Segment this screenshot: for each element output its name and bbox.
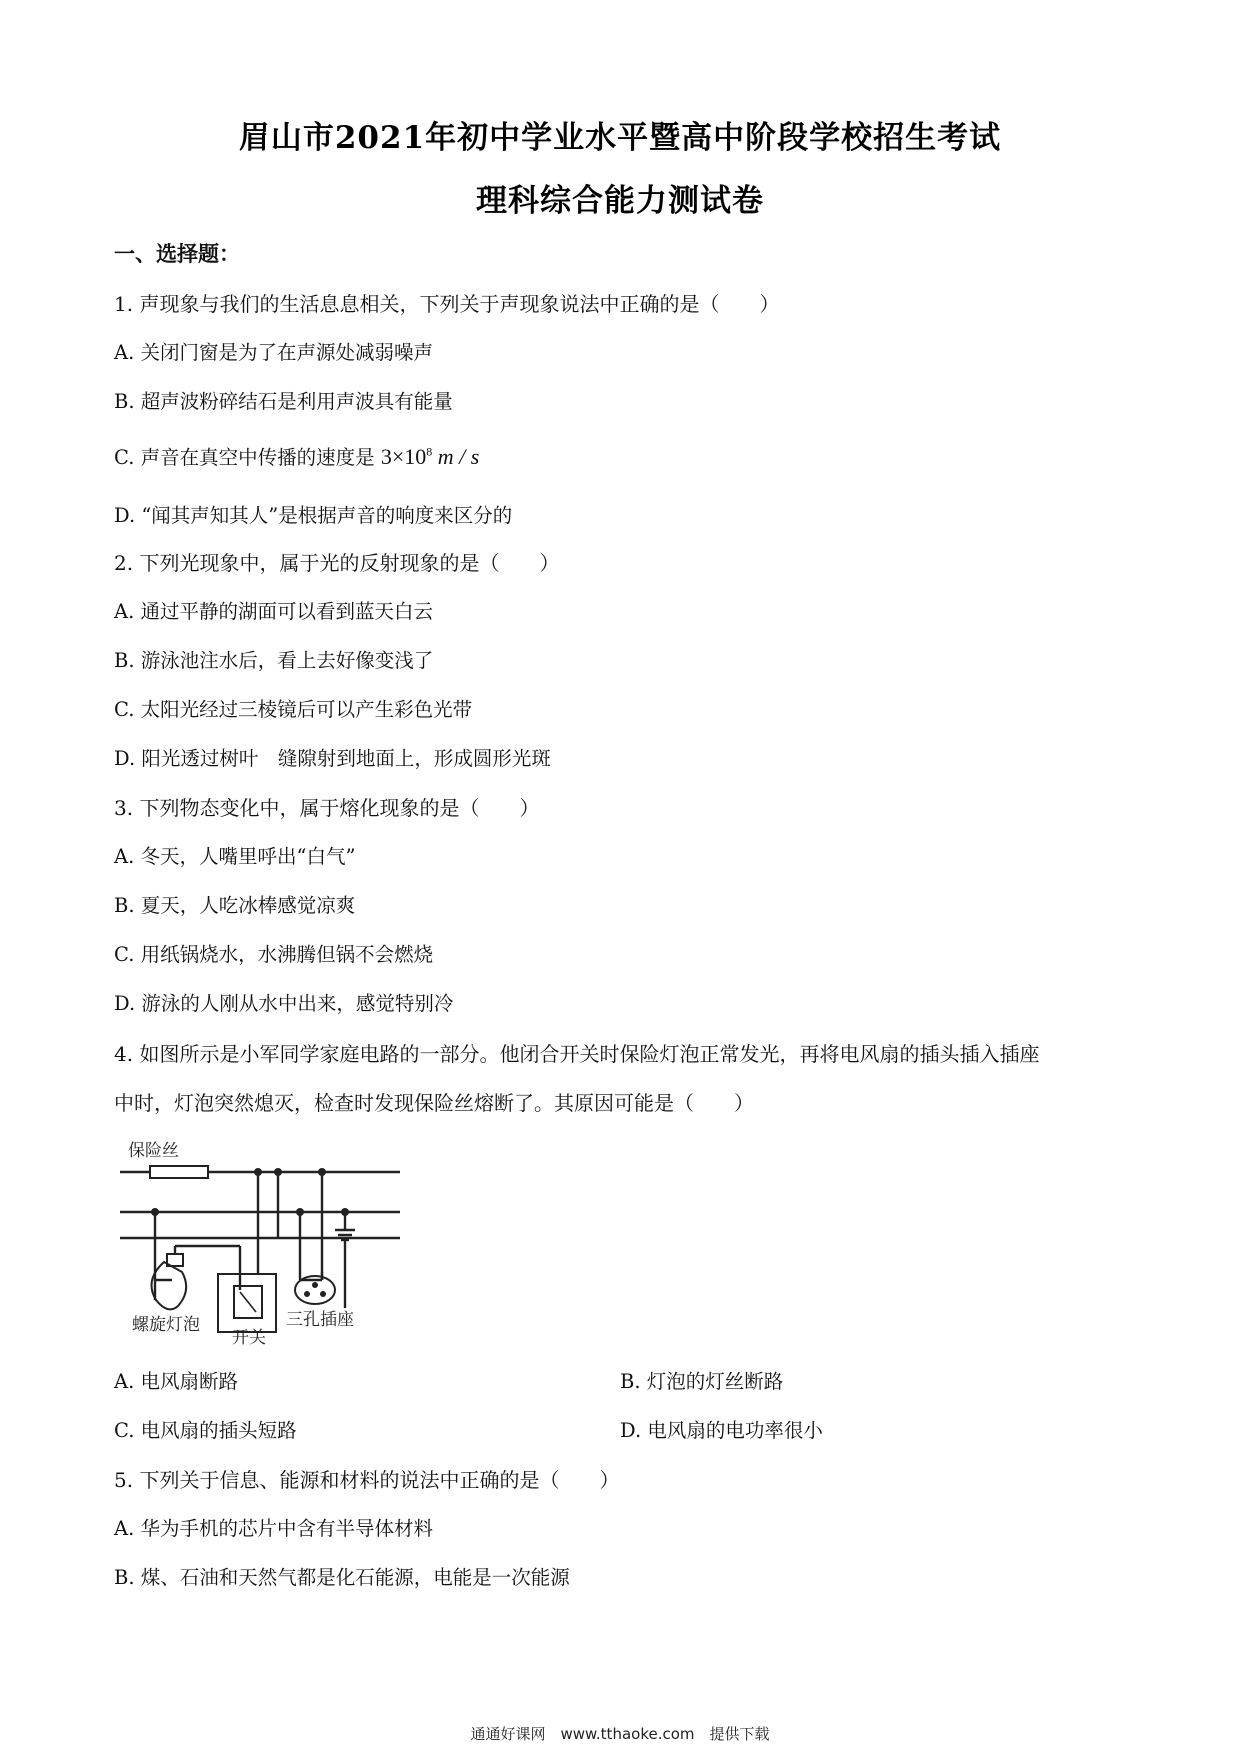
question-4-option-d: D. 电风扇的电功率很小 [620,1419,823,1442]
option-c-formula: $3\times 10^8$ m / s [380,444,480,469]
question-4-stem-line-2: 中时，灯泡突然熄灭，检查时发现保险丝熔断了。其原因可能是（ ） [114,1091,754,1115]
question-5-option-b: B. 煤、石油和天然气都是化石能源，电能是一次能源 [114,1566,570,1589]
exam-subtitle: 理科综合能力测试卷 [476,183,764,219]
question-4-stem-line-1: 4. 如图所示是小军同学家庭电路的一部分。他闭合开关时保险灯泡正常发光，再将电风扇的插头插入插座 [114,1042,1040,1066]
question-1-option-d: D. “闻其声知其人”是根据声音的响度来区分的 [114,504,513,527]
question-4-option-c: C. 电风扇的插头短路 [114,1419,297,1442]
question-4-option-a: A. 电风扇断路 [114,1370,238,1393]
question-5-stem: 5. 下列关于信息、能源和材料的说法中正确的是（ ） [114,1468,620,1492]
question-3-option-c: C. 用纸锅烧水，水沸腾但锅不会燃烧 [114,943,434,966]
question-1-option-b: B. 超声波粉碎结石是利用声波具有能量 [114,390,453,413]
option-c-text: C. 声音在真空中传播的速度是 [114,446,375,469]
question-2-option-a: A. 通过平静的湖面可以看到蓝天白云 [114,600,433,623]
circuit-diagram [110,1130,430,1345]
page-footer: 通通好课网 www.tthaoke.com 提供下载 [470,1725,770,1743]
question-1-option-a: A. 关闭门窗是为了在声源处减弱噪声 [114,341,433,364]
question-1-stem: 1. 声现象与我们的生活息息相关，下列关于声现象说法中正确的是（ ） [114,292,780,316]
question-3-stem: 3. 下列物态变化中，属于熔化现象的是（ ） [114,796,540,820]
question-3-option-a: A. 冬天，人嘴里呼出“白气” [114,845,356,868]
question-2-option-c: C. 太阳光经过三棱镜后可以产生彩色光带 [114,698,473,721]
question-2-option-d: D. 阳光透过树叶 缝隙射到地面上，形成圆形光斑 [114,747,551,770]
section-heading: 一、选择题： [114,241,240,266]
question-5-option-a: A. 华为手机的芯片中含有半导体材料 [114,1517,433,1540]
question-4-option-b: B. 灯泡的灯丝断路 [620,1370,784,1393]
question-2-stem: 2. 下列光现象中，属于光的反射现象的是（ ） [114,551,560,575]
question-1-option-c [114,442,479,470]
question-2-option-b: B. 游泳池注水后，看上去好像变浅了 [114,649,434,672]
exam-title: 眉山市2021年初中学业水平暨高中阶段学校招生考试 [238,120,1002,156]
label-bulb: 螺旋灯泡 [132,1315,200,1335]
question-3-option-d: D. 游泳的人刚从水中出来，感觉特别冷 [114,992,454,1015]
question-3-option-b: B. 夏天，人吃冰棒感觉凉爽 [114,894,356,917]
label-switch: 开关 [232,1328,266,1345]
label-socket: 三孔插座 [286,1310,354,1330]
label-fuse: 保险丝 [128,1141,179,1161]
